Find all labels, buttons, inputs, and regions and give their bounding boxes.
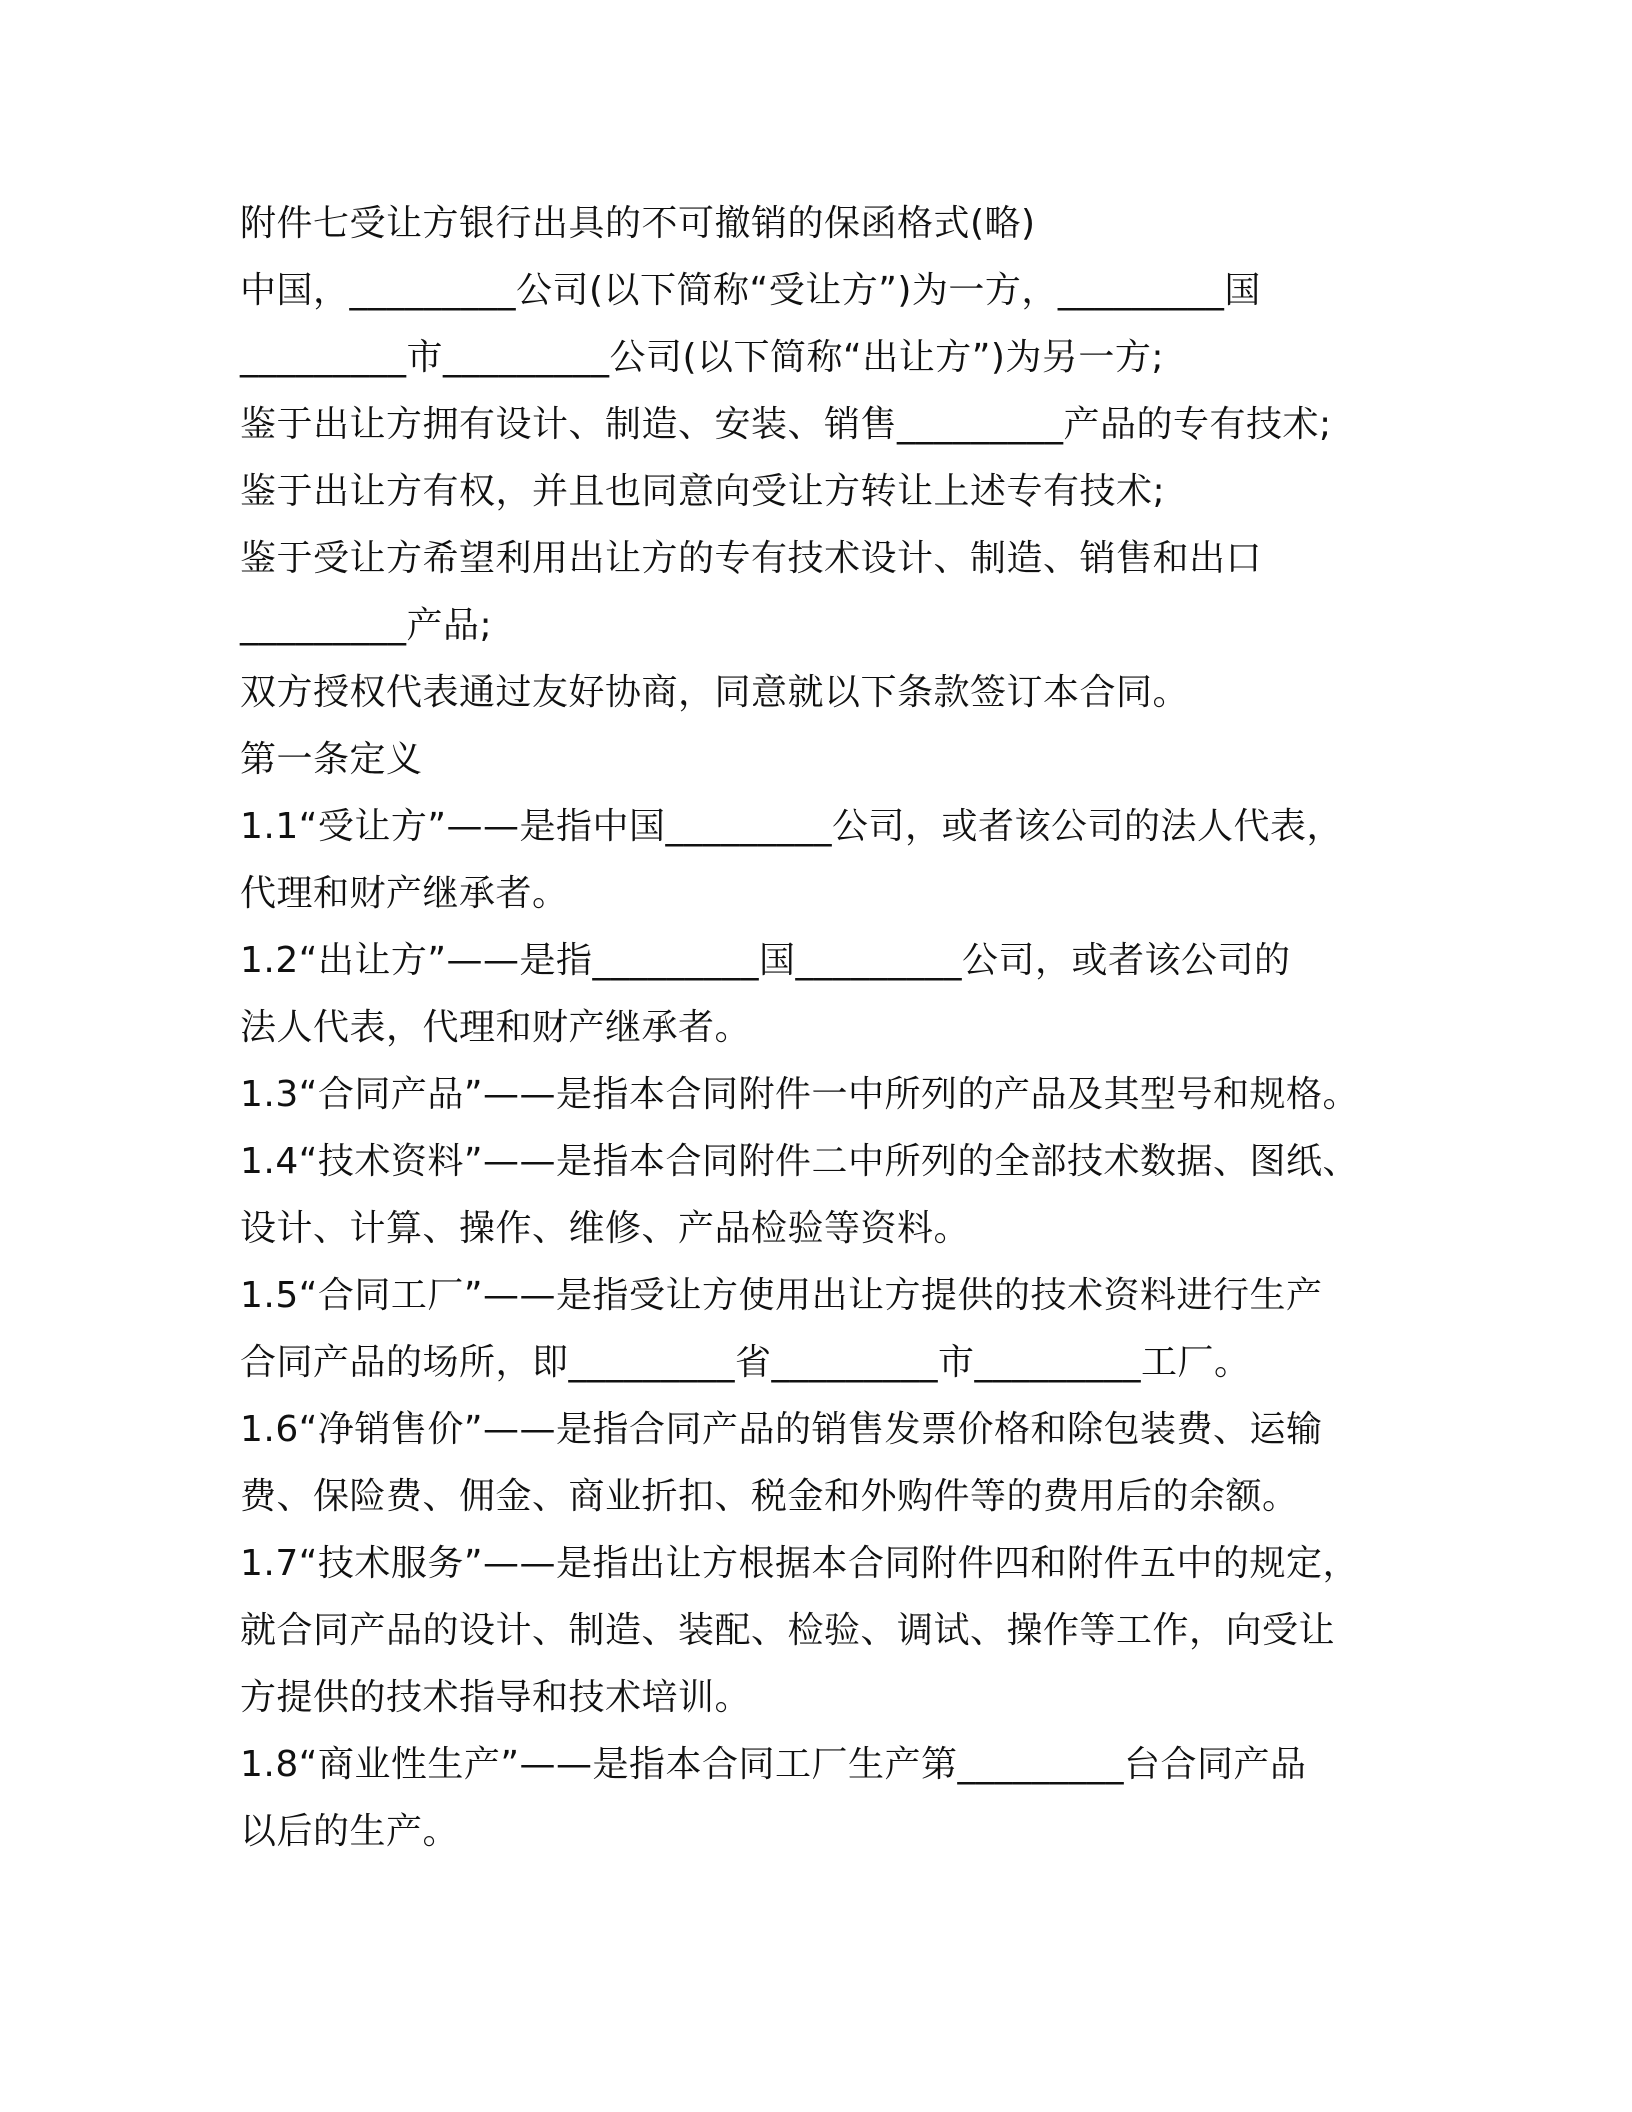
- definition-1-8-line-1: 1.8“商业性生产”——是指本合同工厂生产第_________台合同产品: [240, 1744, 1307, 1785]
- definition-1-7-line-3: 方提供的技术指导和技术培训。: [240, 1677, 752, 1718]
- agreement-statement: 双方授权代表通过友好协商，同意就以下条款签订本合同。: [240, 672, 1190, 713]
- recital-1: 鉴于出让方拥有设计、制造、安装、销售_________产品的专有技术;: [240, 404, 1332, 445]
- definition-1-3: 1.3“合同产品”——是指本合同附件一中所列的产品及其型号和规格。: [240, 1074, 1360, 1115]
- definition-1-6-line-2: 费、保险费、佣金、商业折扣、税金和外购件等的费用后的余额。: [240, 1476, 1299, 1517]
- definition-1-4-line-1: 1.4“技术资料”——是指本合同附件二中所列的全部技术数据、图纸、: [240, 1141, 1360, 1182]
- article-1-heading: 第一条定义: [240, 739, 423, 780]
- recital-2: 鉴于出让方有权，并且也同意向受让方转让上述专有技术;: [240, 471, 1166, 512]
- recital-3-line-2: _________产品;: [240, 605, 493, 646]
- definition-1-8-line-2: 以后的生产。: [240, 1811, 460, 1852]
- recital-3-line-1: 鉴于受让方希望利用出让方的专有技术设计、制造、销售和出口: [240, 538, 1263, 579]
- definition-1-7-line-2: 就合同产品的设计、制造、装配、检验、调试、操作等工作，向受让: [240, 1610, 1336, 1651]
- definition-1-7-line-1: 1.7“技术服务”——是指出让方根据本合同附件四和附件五中的规定，: [240, 1543, 1360, 1584]
- definition-1-6-line-1: 1.6“净销售价”——是指合同产品的销售发票价格和除包装费、运输: [240, 1409, 1323, 1450]
- definition-1-1-line-1: 1.1“受让方”——是指中国_________公司，或者该公司的法人代表，: [240, 806, 1344, 847]
- definition-1-2-line-2: 法人代表，代理和财产继承者。: [240, 1007, 752, 1048]
- definition-1-5-line-1: 1.5“合同工厂”——是指受让方使用出让方提供的技术资料进行生产: [240, 1275, 1323, 1316]
- parties-line-1: 中国，_________公司(以下简称“受让方”)为一方，_________国: [240, 270, 1261, 311]
- definition-1-5-line-2: 合同产品的场所，即_________省_________市_________工厂。: [240, 1342, 1251, 1383]
- document-page: [240, 190, 1415, 1865]
- definition-1-4-line-2: 设计、计算、操作、维修、产品检验等资料。: [240, 1208, 971, 1249]
- parties-line-2: _________市_________公司(以下简称“出让方”)为另一方;: [240, 337, 1165, 378]
- definition-1-1-line-2: 代理和财产继承者。: [240, 873, 569, 914]
- attachment-title: 附件七受让方银行出具的不可撤销的保函格式(略): [240, 203, 1036, 244]
- definition-1-2-line-1: 1.2“出让方”——是指_________国_________公司，或者该公司的: [240, 940, 1291, 981]
